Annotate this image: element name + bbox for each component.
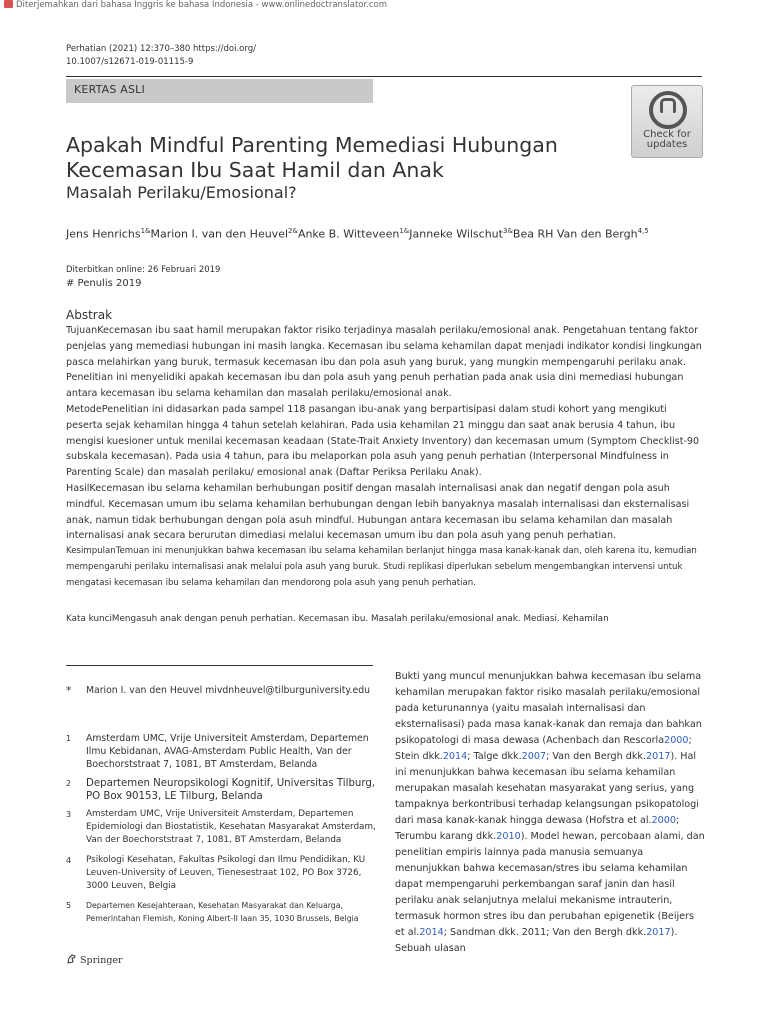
citation-link[interactable]: 2014 bbox=[419, 927, 444, 938]
abstract-heading: Abstrak bbox=[66, 308, 113, 322]
citation-line-1: Perhatian (2021) 12:370–380 https://doi.org/ bbox=[66, 44, 256, 54]
author-name[interactable]: Janneke Wilschut bbox=[409, 227, 503, 241]
footnote-mark: 4 bbox=[66, 856, 72, 865]
springer-horse-icon bbox=[66, 953, 77, 964]
author-affil: 3& bbox=[502, 227, 513, 235]
footnote-text: Departemen Neuropsikologi Kognitif, Universitas Tilburg, PO Box 90153, LE Tilburg, Belanda bbox=[86, 778, 376, 802]
translator-logo-icon bbox=[4, 0, 13, 8]
article-title: Apakah Mindful Parenting Memediasi Hubungan Kecemasan Ibu Saat Hamil dan Anak bbox=[66, 133, 558, 182]
badge-line-2: updates bbox=[646, 139, 688, 150]
author-list bbox=[66, 227, 649, 241]
footnote-mark: 2 bbox=[66, 779, 72, 788]
check-for-updates-badge[interactable] bbox=[631, 85, 703, 158]
footnote-text: Departemen Kesejahteraan, Kesehatan Masyarakat dan Keluarga, Pemerintahan Flemish, Koning Albert-II laan 35, 1030 Brussels, Belgia bbox=[86, 901, 359, 923]
body-text: ; Sandman dkk. 2011; Van den Bergh dkk. bbox=[443, 927, 647, 938]
article-subtitle: Masalah Perilaku/Emosional? bbox=[66, 183, 297, 202]
footnote-mark: 3 bbox=[66, 810, 72, 819]
keywords: Kata kunciMengasuh anak dengan penuh perhatian. Kecemasan ibu. Masalah perilaku/emosional anak. Mediasi. Kehamilan bbox=[66, 614, 609, 624]
citation-link[interactable]: 2000 bbox=[664, 735, 689, 746]
copyright-line: # Penulis 2019 bbox=[66, 278, 142, 289]
body-text: ; Talge dkk. bbox=[467, 751, 522, 762]
author-affil: 1& bbox=[399, 227, 410, 235]
author-name[interactable]: Jens Henrichs bbox=[66, 227, 141, 241]
footnote-text: Amsterdam UMC, Vrije Universiteit Amsterdam, Departemen Epidemiologi dan Biostatistik, Kesehatan Masyarakat Amsterdam, Van der Boechorststraat 7, 1081, BT Amsterdam, Belanda bbox=[86, 809, 376, 845]
citation-link[interactable]: 2000 bbox=[651, 815, 676, 826]
abstract-conclusions: KesimpulanTemuan ini menunjukkan bahwa kecemasan ibu selama kehamilan berlanjut hingga masa kanak-kanak dan, oleh karena itu, kemudian mempengaruhi perilaku internalisasi anak melalui pola asuh yang buruk. Studi replikasi diperlukan sebelum mengembangkan intervensi untuk mengatasi kecemasan ibu selama kehamilan dan mendorong pola asuh yang penuh perhatian. bbox=[66, 546, 697, 588]
footnote-text: Psikologi Kesehatan, Fakultas Psikologi dan Ilmu Pendidikan, KU Leuven-University of Leuven, Tienesestraat 102, PO Box 3726, 3000 Leuven, Belgia bbox=[86, 855, 366, 891]
body-text: Bukti yang muncul menunjukkan bahwa kecemasan ibu selama kehamilan merupakan faktor risiko masalah perilaku/emosional pada keturunannya (yaitu masalah internalisasi dan eksternalisasi) pada masa kanak-kanak dan remaja dan bahkan psikopatologi di masa dewasa (Achenbach dan Rescorla bbox=[395, 671, 702, 746]
abstract-methods: MetodePenelitian ini didasarkan pada sampel 118 pasangan ibu-anak yang berpartisipasi dalam studi kohort yang mengikuti peserta sejak kehamilan hingga 4 tahun setelah kelahiran. Pada usia kehamilan 21 minggu dan saat anak berusia 4 tahun, ibu mengisi kuesioner untuk menilai kecemasan keadaan (State-Trait Anxiety Inventory) dan kecemasan umum (Symptom Checklist-90 subskala kecemasan). Pada usia 4 tahun, para ibu melaporkan pola asuh yang penuh perhatian (Interpersonal Mindfulness in Parenting Scale) dan masalah perilaku/ emosional anak (Daftar Periksa Perilaku Anak). bbox=[66, 403, 700, 479]
body-text: ; Van den Bergh dkk. bbox=[546, 751, 647, 762]
footnote-mark: 1 bbox=[66, 734, 72, 743]
footnote-mark: 5 bbox=[66, 901, 72, 910]
citation-link[interactable]: 2017 bbox=[646, 751, 671, 762]
footnote-affiliation-1 bbox=[66, 732, 376, 772]
body-text: ). Hal ini menunjukkan bahwa kecemasan ibu selama kehamilan merupakan masalah kesehatan masyarakat yang serius, yang tampaknya berkontribusi terhadap kelangsungan psikopatologi dari masa kanak-kanak hingga dewasa (Hofstra et al. bbox=[395, 751, 699, 826]
abstract-body bbox=[66, 323, 706, 592]
footnote-corresponding bbox=[66, 684, 376, 714]
published-date: Diterbitkan online: 26 Februari 2019 bbox=[66, 265, 221, 275]
badge-line-1: Check for bbox=[643, 129, 691, 140]
footnote-affiliation-3 bbox=[66, 808, 376, 848]
author-affil: 4,5 bbox=[637, 227, 649, 235]
citation-link[interactable]: 2010 bbox=[496, 831, 521, 842]
author-name[interactable]: Bea RH Van den Bergh bbox=[512, 227, 638, 241]
author-affil: 1& bbox=[140, 227, 151, 235]
body-text-column bbox=[395, 669, 705, 957]
footnote-affiliation-2 bbox=[66, 777, 376, 805]
citation-link[interactable]: 2017 bbox=[646, 927, 671, 938]
footnote-divider bbox=[66, 665, 373, 666]
citation-link[interactable]: 2014 bbox=[442, 751, 468, 762]
article-type-label: KERTAS ASLI bbox=[74, 83, 145, 96]
translation-banner[interactable] bbox=[4, 0, 387, 10]
publisher-logo bbox=[66, 953, 123, 966]
citation-meta bbox=[66, 43, 256, 69]
body-text: ). Model hewan, percobaan alami, dan penelitian empiris lainnya pada manusia semuanya menunjukkan bahwa kecemasan/stres ibu selama kehamilan dapat mempengaruhi perkembangan saraf janin dan hasil perilaku anak selanjutnya melalui mekanisme intrauterin, termasuk hormon stres ibu dan perubahan epigenetik (Beijers et al. bbox=[395, 831, 705, 938]
author-name[interactable]: Marion I. van den Heuvel bbox=[150, 227, 289, 241]
publisher-name: Springer bbox=[80, 955, 123, 966]
body-text: ). Sebuah ulasan bbox=[395, 927, 678, 954]
body-text: ; Terumbu karang dkk. bbox=[395, 815, 680, 842]
footnote-mark: * bbox=[66, 684, 72, 697]
bookmark-ring-icon bbox=[649, 91, 687, 129]
footnote-affiliation-4 bbox=[66, 854, 376, 894]
badge-text bbox=[632, 130, 702, 150]
abstract-results: HasilKecemasan ibu selama kehamilan berhubungan positif dengan masalah internalisasi anak dan negatif dengan pola asuh mindful. Kecemasan umum ibu selama kehamilan berhubungan dengan lebih banyaknya masalah internalisasi dan eksternalisasi anak, namun tidak berhubungan dengan pola asuh mindful. Hubungan antara kecemasan ibu selama kehamilan dan masalah internalisasi anak secara berurutan dimediasi melalui kecemasan umum ibu dan pola asuh yang penuh perhatian. bbox=[66, 482, 690, 542]
top-divider bbox=[66, 76, 702, 77]
citation-doi[interactable]: 10.1007/s12671-019-01115-9 bbox=[66, 57, 194, 67]
citation-link[interactable]: 2007 bbox=[521, 751, 547, 762]
banner-text[interactable]: Diterjemahkan dari bahasa Inggris ke bahasa Indonesia - www.onlinedoctranslator.com bbox=[16, 0, 388, 10]
author-name[interactable]: Anke B. Witteveen bbox=[297, 227, 400, 241]
body-text: ; Stein dkk. bbox=[395, 735, 692, 762]
footnote-affiliation-5 bbox=[66, 899, 376, 927]
footnote-text: Amsterdam UMC, Vrije Universiteit Amsterdam, Departemen Ilmu Kebidanan, AVAG-Amsterdam Public Health, Van der Boechorststraat 7, 1081, BT Amsterdam, Belanda bbox=[86, 733, 369, 770]
footnote-text[interactable]: Marion I. van den Heuvel mivdnheuvel@tilburguniversity.edu bbox=[86, 685, 371, 696]
author-affil: 2& bbox=[288, 227, 298, 235]
abstract-purpose: TujuanKecemasan ibu saat hamil merupakan faktor risiko terjadinya masalah perilaku/emosional anak. Pengetahuan tentang faktor penjelas yang memediasi hubungan ini masih langka. Kecemasan ibu selama kehamilan dapat menjadi indikator kondisi lingkungan pasca melahirkan yang buruk, termasuk kecemasan ibu dan pola asuh yang buruk, yang mungkin mempengaruhi perilaku anak. Penelitian ini menyelidiki apakah kecemasan ibu dan pola asuh yang penuh perhatian pada anak usia dini memediasi hubungan antara kecemasan ibu selama kehamilan dan masalah perilaku/emosional anak. bbox=[66, 325, 702, 400]
